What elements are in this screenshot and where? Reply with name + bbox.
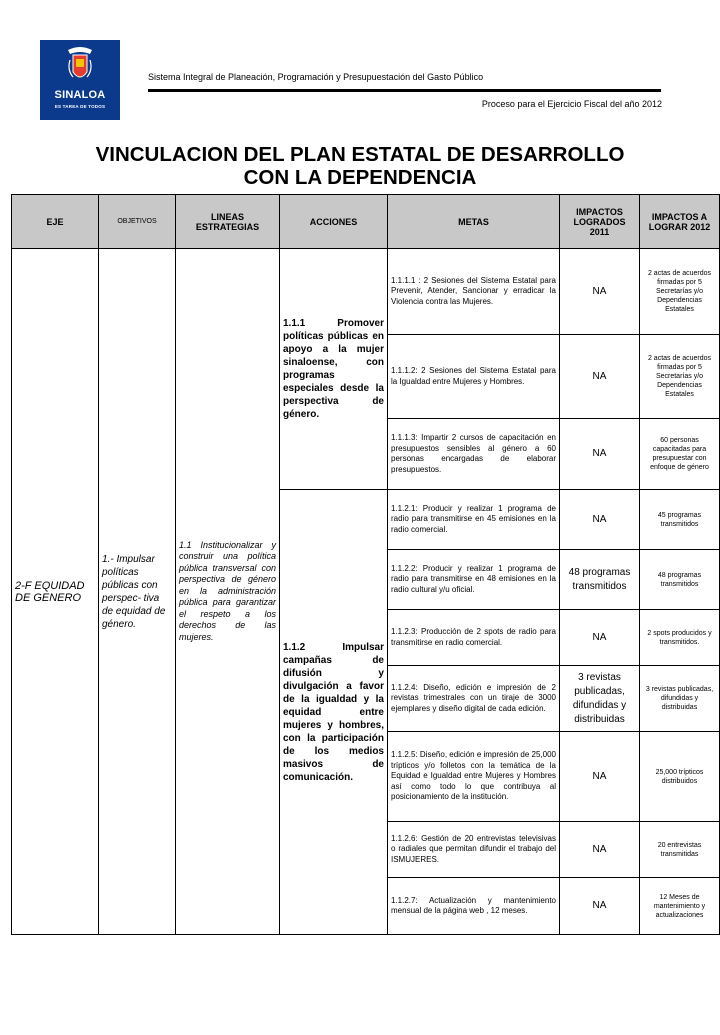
col-lograr: IMPACTOS A LOGRAR 2012 bbox=[640, 195, 720, 249]
sinaloa-logo bbox=[40, 40, 120, 120]
col-eje: EJE bbox=[12, 195, 99, 249]
logrado-cell: NA bbox=[560, 490, 640, 550]
lograr-cell: 2 actas de acuerdos firmadas por 5 Secretarías y/o Dependencias Estatales bbox=[640, 335, 720, 419]
logrado-cell: 48 programas transmitidos bbox=[560, 550, 640, 610]
header-divider bbox=[148, 89, 661, 92]
linkage-table bbox=[11, 194, 720, 935]
table-row bbox=[12, 249, 720, 335]
lograr-cell: 20 entrevistas transmitidas bbox=[640, 822, 720, 878]
fiscal-process: Proceso para el Ejercicio Fiscal del año 2012 bbox=[481, 99, 662, 109]
lograr-cell: 12 Meses de mantenimiento y actualizaciones bbox=[640, 878, 720, 935]
meta-cell: 1.1.2.3: Producción de 2 spots de radio para transmitirse en radio comercial. bbox=[388, 610, 560, 666]
linea-cell: 1.1 Institucionalizar y construir una política pública transversal con perspectiva de género en la administración pública para garantizar el respeto a los derechos de las mujeres. bbox=[176, 249, 280, 935]
eje-cell: 2-F EQUIDAD DE GENERO bbox=[12, 249, 99, 935]
col-acciones: ACCIONES bbox=[280, 195, 388, 249]
table-header-row bbox=[12, 195, 720, 249]
accion-cell: 1.1.2 Impulsar campañas de difusión y divulgación a favor de la igualdad y la equidad entre mujeres y hombres, con la participación de los medios masivos de comunicación. bbox=[280, 490, 388, 935]
title-line-2: CON LA DEPENDENCIA bbox=[243, 166, 477, 189]
meta-cell: 1.1.1.1 : 2 Sesiones del Sistema Estatal para Prevenir, Atender, Sancionar y erradicar la Violencia contra las Mujeres. bbox=[388, 249, 560, 335]
meta-cell: 1.1.2.6: Gestión de 20 entrevistas televisivas o radiales que permitan difundir el trabajo del ISMUJERES. bbox=[388, 822, 560, 878]
logo-name: SINALOA bbox=[54, 89, 106, 101]
lograr-cell: 2 spots producidos y transmitidos. bbox=[640, 610, 720, 666]
meta-cell: 1.1.1.3: Impartir 2 cursos de capacitación en presupuestos sensibles al género a 60 personas encargadas de elaborar presupuestos. bbox=[388, 419, 560, 490]
col-metas: METAS bbox=[388, 195, 560, 249]
logrado-cell: NA bbox=[560, 822, 640, 878]
meta-cell: 1.1.2.5: Diseño, edición e impresión de 25,000 trípticos y/o folletos con la temática de la Equidad e Igualdad entre Mujeres y Hombres así como todo lo que contribuya al posicionamiento de la institución. bbox=[388, 732, 560, 822]
logrado-cell: NA bbox=[560, 249, 640, 335]
meta-cell: 1.1.2.4: Diseño, edición e impresión de 2 revistas trimestrales con un tiraje de 3000 ejemplares y diseño digital de cada edición. bbox=[388, 666, 560, 732]
meta-cell: 1.1.2.7: Actualización y mantenimiento mensual de la página web , 12 meses. bbox=[388, 878, 560, 935]
logo-tagline: ES TAREA DE TODOS bbox=[54, 104, 106, 109]
accion-cell: 1.1.1 Promover políticas públicas en apoyo a la mujer sinaloense, con programas especiales desde la perspectiva de género. bbox=[280, 249, 388, 490]
col-objetivos: OBJETIVOS bbox=[99, 195, 176, 249]
col-logrados: IMPACTOS LOGRADOS 2011 bbox=[560, 195, 640, 249]
lograr-cell: 48 programas transmitidos bbox=[640, 550, 720, 610]
lograr-cell: 60 personas capacitadas para presupuestar con enfoque de género bbox=[640, 419, 720, 490]
logrado-cell: NA bbox=[560, 878, 640, 935]
lograr-cell: 45 programas transmitidos bbox=[640, 490, 720, 550]
meta-cell: 1.1.1.2: 2 Sesiones del Sistema Estatal para la Igualdad entre Mujeres y Hombres. bbox=[388, 335, 560, 419]
lograr-cell: 2 actas de acuerdos firmadas por 5 Secretarías y/o Dependencias Estatales bbox=[640, 249, 720, 335]
logrado-cell: NA bbox=[560, 610, 640, 666]
meta-cell: 1.1.2.2: Producir y realizar 1 programa de radio para transmitirse en 48 emisiones en la radio cultural y/u oficial. bbox=[388, 550, 560, 610]
logrado-cell: NA bbox=[560, 732, 640, 822]
logrado-cell: NA bbox=[560, 419, 640, 490]
logrado-cell: 3 revistas publicadas, difundidas y distribuidas bbox=[560, 666, 640, 732]
meta-cell: 1.1.2.1: Producir y realizar 1 programa de radio para transmitirse en 45 emisiones en la radio comercial. bbox=[388, 490, 560, 550]
page-title bbox=[0, 143, 720, 189]
title-line-1: VINCULACION DEL PLAN ESTATAL DE DESARROLLO bbox=[95, 143, 625, 166]
objetivo-cell: 1.- Impulsar políticas públicas con perspec- tiva de equidad de género. bbox=[99, 249, 176, 935]
col-lineas: LINEAS ESTRATEGIAS bbox=[176, 195, 280, 249]
system-name: Sistema Integral de Planeación, Programación y Presupuestación del Gasto Público bbox=[148, 72, 484, 82]
logrado-cell: NA bbox=[560, 335, 640, 419]
lograr-cell: 3 revistas publicadas, difundidas y distribuidas bbox=[640, 666, 720, 732]
lograr-cell: 25,000 trípticos distribuidos bbox=[640, 732, 720, 822]
